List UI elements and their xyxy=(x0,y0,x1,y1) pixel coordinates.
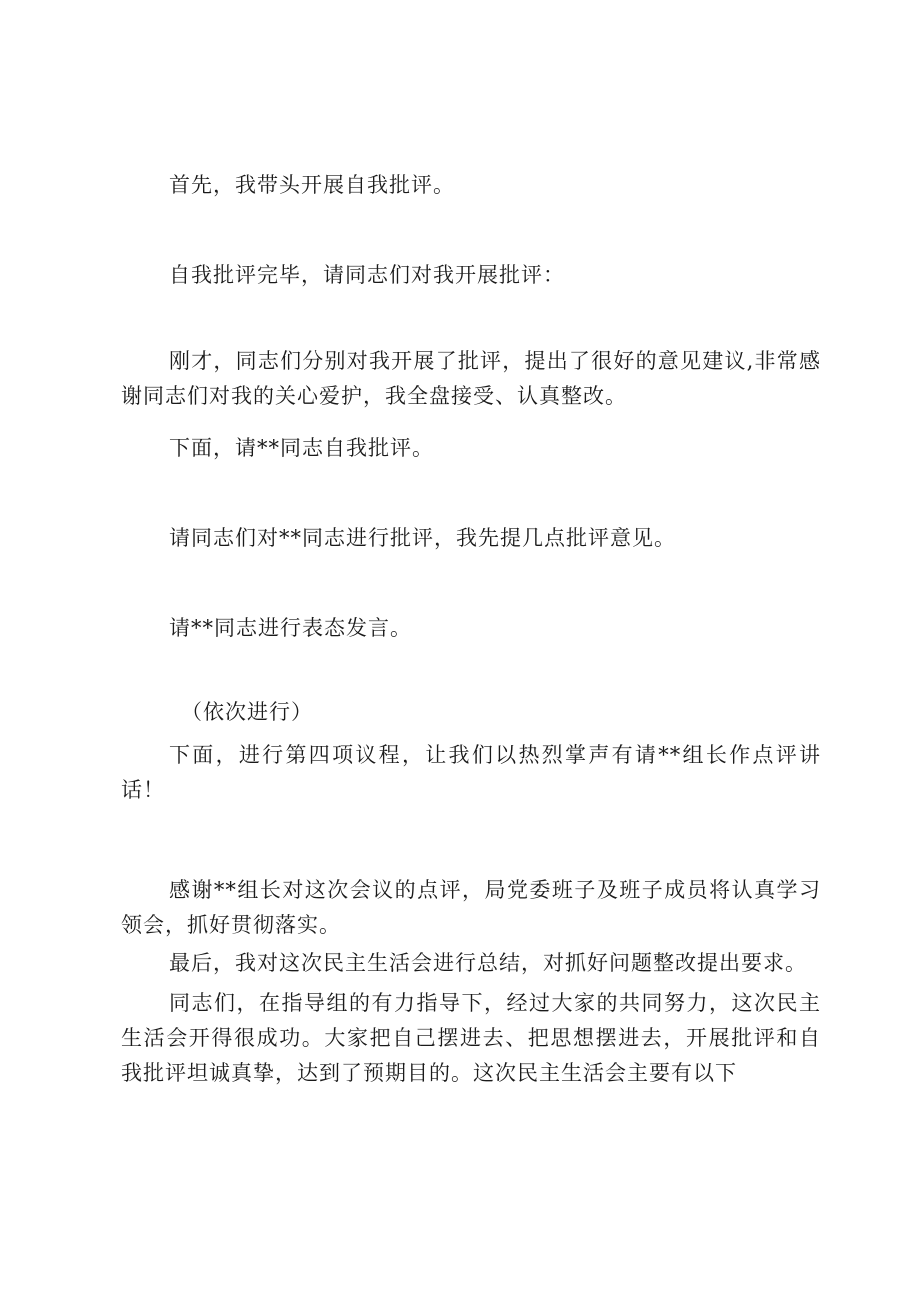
paragraph-1: 首先，我带头开展自我批评。 xyxy=(169,173,455,197)
paragraph-3: 刚才，同志们分别对我开展了批评，提出了很好的意见建议,非常感谢同志们对我的关心爱护，我全盘接受、认真整改。 xyxy=(121,349,821,408)
paragraph-2: 自我批评完毕，请同志们对我开展批评： xyxy=(169,263,565,287)
paragraph-5: 请同志们对**同志进行批评，我先提几点批评意见。 xyxy=(169,526,676,550)
paragraph-8: 下面，进行第四项议程，让我们以热烈掌声有请**组长作点评讲话！ xyxy=(121,743,821,802)
paragraph-4: 下面，请**同志自我批评。 xyxy=(169,436,434,460)
paragraph-11: 同志们，在指导组的有力指导下，经过大家的共同努力，这次民主生活会开得很成功。大家把自己摆进去、把思想摆进去，开展批评和自我批评坦诚真挚，达到了预期目的。这次民主生活会主要有以下 xyxy=(121,991,821,1085)
paragraph-7: （依次进行） xyxy=(181,700,313,724)
paragraph-9: 感谢**组长对这次会议的点评，局党委班子及班子成员将认真学习领会，抓好贯彻落实。 xyxy=(121,878,821,937)
paragraph-6: 请**同志进行表态发言。 xyxy=(169,616,412,640)
paragraph-10: 最后，我对这次民主生活会进行总结，对抓好问题整改提出要求。 xyxy=(169,951,807,975)
